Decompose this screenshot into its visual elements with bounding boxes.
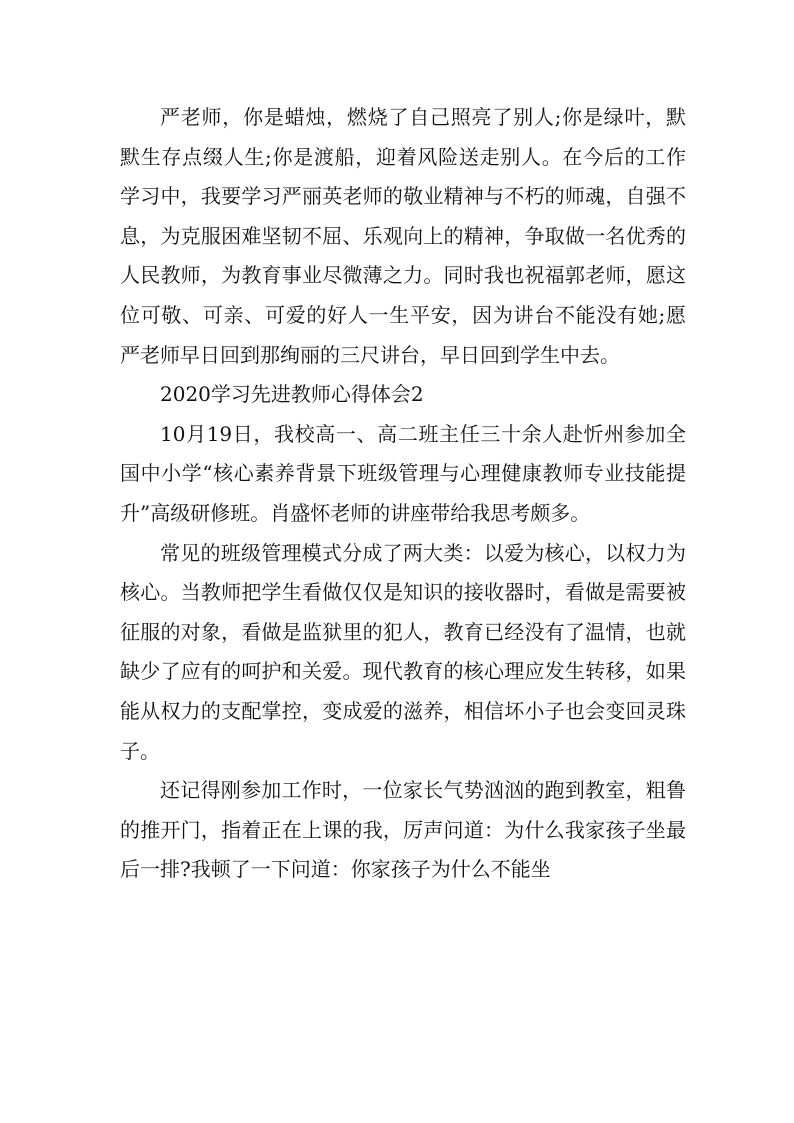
section-heading: 2020学习先进教师心得体会2 bbox=[160, 382, 424, 407]
paragraph-seminar: 10月19日，我校高一、高二班主任三十余人赴忻州参加全国中小学“核心素养背景下班级管理与心理健康教师专业技能提升”高级研修班。肖盛怀老师的讲座带给我思考颇多。 bbox=[120, 421, 686, 525]
paragraph-management-models: 常见的班级管理模式分成了两大类：以爱为核心，以权力为核心。当教师把学生看做仅仅是知识的接收器时，看做是需要被征服的对象，看做是监狱里的犯人，教育已经没有了温情，也就缺少了应有的呵护和关爱。现代教育的核心理应发生转移，如果能从权力的支配掌控，变成爱的滋养，相信坏小子也会变回灵珠子。 bbox=[120, 540, 686, 763]
paragraph-parent-story: 还记得刚参加工作时，一位家长气势汹汹的跑到教室，粗鲁的推开门，指着正在上课的我，厉声问道：为什么我家孩子坐最后一排?我顿了一下问道：你家孩子为什么不能坐 bbox=[120, 778, 686, 882]
document-body bbox=[120, 98, 686, 890]
paragraph-tribute: 严老师，你是蜡烛，燃烧了自己照亮了别人;你是绿叶，默默生存点缀人生;你是渡船，迎着风险送走别人。在今后的工作学习中，我要学习严丽英老师的敬业精神与不朽的师魂，自强不息，为克服困难坚韧不屈、乐观向上的精神，争取做一名优秀的人民教师，为教育事业尽微薄之力。同时我也祝福郭老师，愿这位可敬、可亲、可爱的好人一生平安，因为讲台不能没有她;愿严老师早日回到那绚丽的三尺讲台，早日回到学生中去。 bbox=[120, 105, 686, 367]
